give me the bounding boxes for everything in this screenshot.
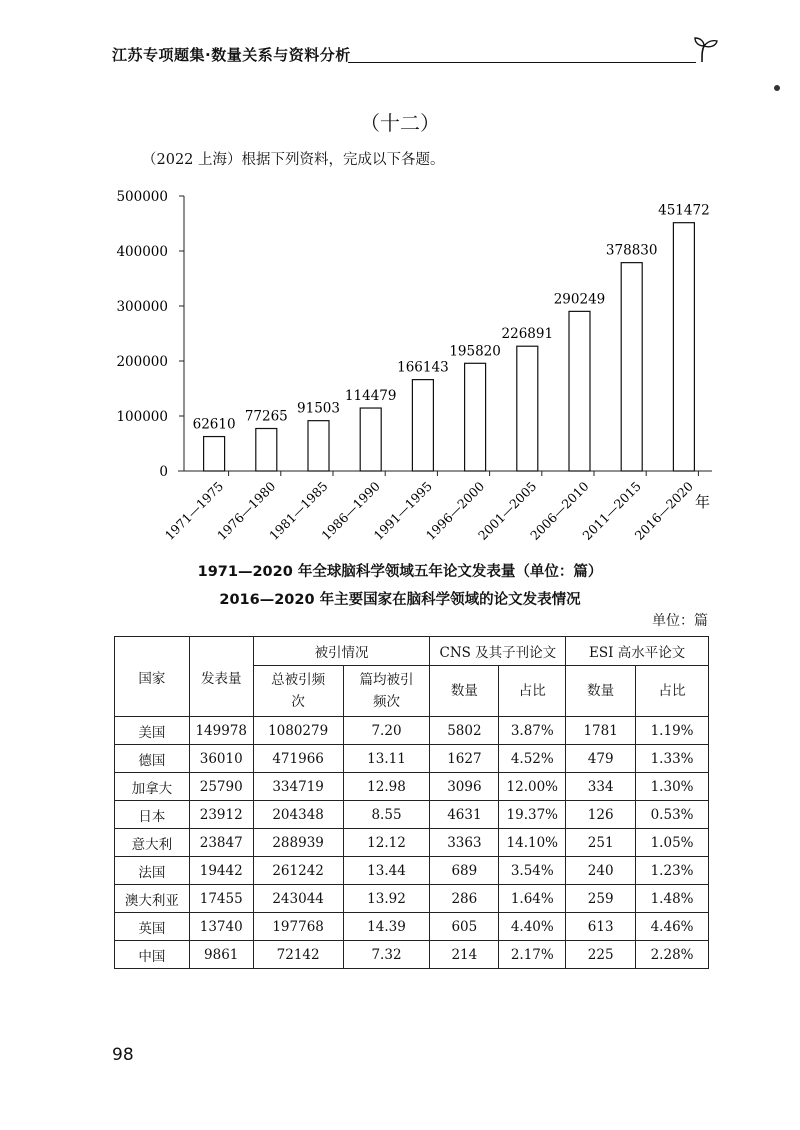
cell-cns-share: 3.87% [499, 717, 566, 745]
header-cns-share: 占比 [499, 666, 566, 717]
cell-country: 中国 [115, 941, 190, 969]
section-title: （十二） [360, 111, 440, 135]
header-publications: 发表量 [189, 637, 253, 717]
bar [673, 223, 694, 471]
header-total-citations: 总被引频次 [253, 666, 343, 717]
cell-avg-citations: 7.20 [343, 717, 430, 745]
cell-cns-share: 4.40% [499, 913, 566, 941]
cell-cns-count: 3363 [430, 829, 499, 857]
cell-country: 英国 [115, 913, 190, 941]
header-avg-citations: 篇均被引频次 [343, 666, 430, 717]
bar [204, 437, 225, 471]
y-tick-label: 400000 [116, 244, 168, 260]
cell-country: 意大利 [115, 829, 190, 857]
cell-esi-share: 4.46% [636, 913, 709, 941]
cell-publications: 9861 [189, 941, 253, 969]
x-category-label: 1981—1985 [266, 478, 331, 543]
cell-esi-count: 251 [566, 829, 636, 857]
bar [412, 380, 433, 471]
cell-esi-share: 2.28% [636, 941, 709, 969]
cell-publications: 23847 [189, 829, 253, 857]
bar [308, 421, 329, 471]
country-publication-table [114, 636, 709, 969]
cell-cns-count: 286 [430, 885, 499, 913]
cell-avg-citations: 8.55 [343, 801, 430, 829]
cell-esi-share: 1.23% [636, 857, 709, 885]
x-category-label: 1971—1975 [161, 478, 227, 543]
cell-cns-share: 19.37% [499, 801, 566, 829]
y-tick-label: 100000 [116, 409, 168, 425]
header-rule [348, 62, 696, 63]
table-row [115, 773, 709, 801]
cell-cns-count: 689 [430, 857, 499, 885]
cell-esi-share: 0.53% [636, 801, 709, 829]
bar-value-label: 77265 [244, 408, 288, 425]
table-row [115, 885, 709, 913]
y-tick-label: 500000 [116, 189, 168, 205]
cell-cns-count: 1627 [430, 745, 499, 773]
x-category-label: 2011—2015 [579, 478, 644, 543]
page-number: 98 [112, 1045, 134, 1065]
header-esi-share: 占比 [636, 666, 709, 717]
cell-avg-citations: 13.11 [343, 745, 430, 773]
cell-publications: 13740 [189, 913, 253, 941]
header-esi-group: ESI 高水平论文 [566, 637, 709, 666]
cell-publications: 17455 [189, 885, 253, 913]
cell-publications: 23912 [189, 801, 253, 829]
cell-publications: 19442 [189, 857, 253, 885]
cell-avg-citations: 12.12 [343, 829, 430, 857]
cell-country: 美国 [115, 717, 190, 745]
bar [465, 363, 486, 471]
cell-country: 加拿大 [115, 773, 190, 801]
cell-total-citations: 471966 [253, 745, 343, 773]
cell-cns-count: 5802 [430, 717, 499, 745]
bar-value-label: 290249 [553, 291, 606, 308]
header-esi-count: 数量 [566, 666, 636, 717]
cell-publications: 36010 [189, 745, 253, 773]
cell-cns-count: 605 [430, 913, 499, 941]
question-intro: （2022 上海）根据下列资料，完成以下各题。 [142, 152, 445, 168]
bar [360, 408, 381, 471]
x-category-label: 1986—1990 [318, 478, 383, 543]
cell-esi-count: 259 [566, 885, 636, 913]
bar-value-label: 195820 [449, 343, 501, 360]
cell-cns-count: 3096 [430, 773, 499, 801]
page-header-title: 江苏专项题集·数量关系与资料分析 [112, 46, 351, 64]
bar-value-label: 378830 [605, 242, 658, 259]
cell-cns-share: 3.54% [499, 857, 566, 885]
table-row [115, 801, 709, 829]
cell-avg-citations: 14.39 [343, 913, 430, 941]
cell-total-citations: 261242 [253, 857, 343, 885]
cell-cns-share: 4.52% [499, 745, 566, 773]
header-citation-group: 被引情况 [253, 637, 430, 666]
bar [621, 263, 642, 471]
cell-publications: 25790 [189, 773, 253, 801]
cell-cns-count: 214 [430, 941, 499, 969]
y-tick-label: 300000 [116, 299, 168, 315]
cell-total-citations: 334719 [253, 773, 343, 801]
cell-esi-share: 1.48% [636, 885, 709, 913]
y-tick-label: 0 [159, 464, 168, 480]
cell-cns-share: 2.17% [499, 941, 566, 969]
cell-esi-share: 1.05% [636, 829, 709, 857]
header-cns-count: 数量 [430, 666, 499, 717]
table-row [115, 829, 709, 857]
unit-label: 单位：篇 [652, 613, 708, 629]
table-row [115, 913, 709, 941]
bar [517, 346, 538, 471]
bar-value-label: 166143 [397, 359, 449, 376]
x-category-label: 1976—1980 [213, 478, 279, 543]
x-category-label: 1996—2000 [422, 478, 488, 543]
cell-country: 法国 [115, 857, 190, 885]
bar-value-label: 114479 [344, 388, 397, 405]
cell-country: 德国 [115, 745, 190, 773]
table-row [115, 717, 709, 745]
x-category-label: 2006—2010 [527, 478, 592, 543]
cell-cns-share: 14.10% [499, 829, 566, 857]
cell-avg-citations: 13.92 [343, 885, 430, 913]
table-row [115, 857, 709, 885]
cell-esi-count: 613 [566, 913, 636, 941]
table-row [115, 745, 709, 773]
cell-esi-count: 479 [566, 745, 636, 773]
cell-esi-count: 240 [566, 857, 636, 885]
cell-country: 日本 [115, 801, 190, 829]
bar-value-label: 91503 [297, 400, 340, 417]
cell-cns-share: 1.64% [499, 885, 566, 913]
bar [569, 311, 590, 471]
cell-publications: 149978 [189, 717, 253, 745]
cell-cns-count: 4631 [430, 801, 499, 829]
cell-total-citations: 243044 [253, 885, 343, 913]
publication-bar-chart [100, 180, 720, 560]
table-caption: 2016—2020 年主要国家在脑科学领域的论文发表情况 [219, 592, 581, 608]
cell-cns-share: 12.00% [499, 773, 566, 801]
table-row [115, 941, 709, 969]
cell-avg-citations: 12.98 [343, 773, 430, 801]
chart-caption: 1971—2020 年全球脑科学领域五年论文发表量（单位：篇） [197, 564, 603, 580]
bar-value-label: 226891 [501, 326, 554, 343]
cell-esi-share: 1.19% [636, 717, 709, 745]
cell-total-citations: 1080279 [253, 717, 343, 745]
cell-total-citations: 72142 [253, 941, 343, 969]
cell-esi-count: 225 [566, 941, 636, 969]
x-axis-unit-label: 年 [694, 493, 710, 511]
header-country: 国家 [115, 637, 190, 717]
cell-total-citations: 288939 [253, 829, 343, 857]
cell-avg-citations: 13.44 [343, 857, 430, 885]
header-cns-group: CNS 及其子刊论文 [430, 637, 566, 666]
cell-esi-count: 126 [566, 801, 636, 829]
cell-esi-count: 334 [566, 773, 636, 801]
bar-value-label: 62610 [192, 416, 236, 433]
bar-value-label: 451472 [658, 202, 710, 219]
x-category-label: 2016—2020 [631, 478, 697, 543]
x-category-label: 2001—2005 [474, 478, 540, 543]
y-tick-label: 200000 [116, 354, 168, 370]
cell-total-citations: 197768 [253, 913, 343, 941]
cell-esi-count: 1781 [566, 717, 636, 745]
cell-avg-citations: 7.32 [343, 941, 430, 969]
cell-esi-share: 1.33% [636, 745, 709, 773]
bar [256, 429, 277, 471]
cell-esi-share: 1.30% [636, 773, 709, 801]
cell-country: 澳大利亚 [115, 885, 190, 913]
cell-total-citations: 204348 [253, 801, 343, 829]
sprout-icon [690, 34, 720, 64]
margin-dot [774, 85, 780, 91]
x-category-label: 1991—1995 [370, 478, 436, 543]
